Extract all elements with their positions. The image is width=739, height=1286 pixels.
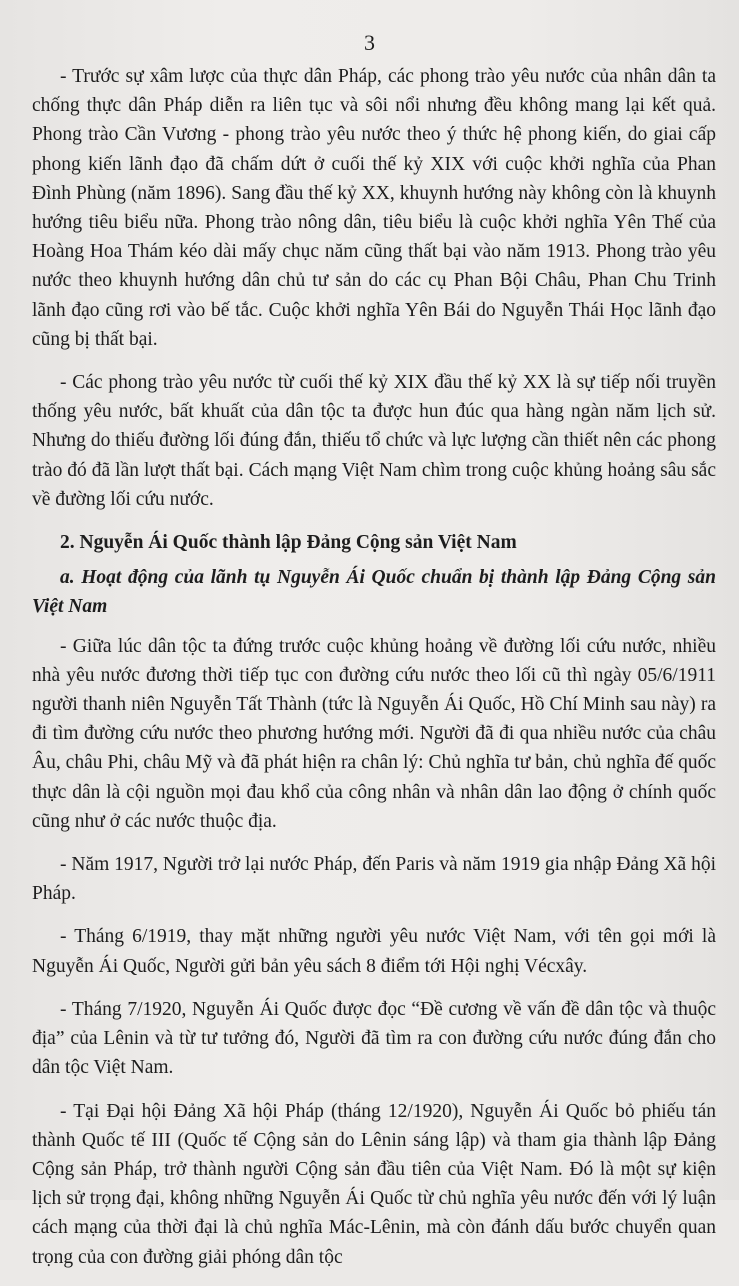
paragraph: - Năm 1917, Người trở lại nước Pháp, đến Paris và năm 1919 gia nhập Đảng Xã hội Pháp.	[32, 854, 716, 905]
section-heading: 2. Nguyễn Ái Quốc thành lập Đảng Cộng sản Việt Nam	[60, 532, 517, 554]
page-content	[32, 62, 716, 1286]
paragraph: - Tháng 7/1920, Nguyễn Ái Quốc được đọc “Đề cương về vấn đề dân tộc và thuộc địa” của Lênin và từ tư tưởng đó, Người đã tìm ra con đường cứu nước đúng đắn cho dân tộc Việt Nam.	[32, 998, 716, 1079]
paragraph: - Giữa lúc dân tộc ta đứng trước cuộc khủng hoảng về đường lối cứu nước, nhiều nhà yêu nước đương thời tiếp tục con đường cứu nước theo lối cũ thì ngày 05/6/1911 người thanh niên Nguyễn Tất Thành (tức là Nguyễn Ái Quốc, Hồ Chí Minh sau này) ra đi tìm đường cứu nước theo phương hướng mới. Người đã đi qua nhiều nước của châu Âu, châu Phi, châu Mỹ và đã phát hiện ra chân lý: Chủ nghĩa tư bản, chủ nghĩa đế quốc thực dân là cội nguồn mọi đau khổ của công nhân và nhân dân lao động ở chính quốc cũng như ở các nước thuộc địa.	[32, 635, 716, 832]
paragraph: - Các phong trào yêu nước từ cuối thế kỷ XIX đầu thế kỷ XX là sự tiếp nối truyền thống yêu nước, bất khuất của dân tộc ta được hun đúc qua hàng ngàn năm lịch sử. Nhưng do thiếu đường lối đúng đắn, thiếu tổ chức và lực lượng cần thiết nên các phong trào đó đã lần lượt thất bại. Cách mạng Việt Nam chìm trong cuộc khủng hoảng sâu sắc về đường lối cứu nước.	[32, 372, 716, 510]
paragraph: - Tháng 6/1919, thay mặt những người yêu nước Việt Nam, với tên gọi mới là Nguyễn Ái Quốc, Người gửi bản yêu sách 8 điểm tới Hội nghị Vécxây.	[32, 926, 716, 977]
page-number: 3	[364, 30, 375, 55]
paragraph: - Trước sự xâm lược của thực dân Pháp, các phong trào yêu nước của nhân dân ta chống thực dân Pháp diễn ra liên tục và sôi nổi nhưng đều không mang lại kết quả. Phong trào Cần Vương - phong trào yêu nước theo ý thức hệ phong kiến, do giai cấp phong kiến lãnh đạo đã chấm dứt ở cuối thế kỷ XIX với cuộc khởi nghĩa của Phan Đình Phùng (năm 1896). Sang đầu thế kỷ XX, khuynh hướng này không còn là khuynh hướng tiêu biểu nữa. Phong trào nông dân, tiêu biểu là cuộc khởi nghĩa Yên Thế của Hoàng Hoa Thám kéo dài mấy chục năm cũng thất bại vào năm 1913. Phong trào yêu nước theo khuynh hướng dân chủ tư sản do các cụ Phan Bội Châu, Phan Chu Trinh lãnh đạo cũng rơi vào bế tắc. Cuộc khởi nghĩa Yên Bái do Nguyễn Thái Học lãnh đạo cũng bị thất bại.	[32, 66, 716, 350]
paragraph: - Tại Đại hội Đảng Xã hội Pháp (tháng 12/1920), Nguyễn Ái Quốc bỏ phiếu tán thành Quốc tế III (Quốc tế Cộng sản do Lênin sáng lập) và tham gia thành lập Đảng Cộng sản Pháp, trở thành người Cộng sản đầu tiên của Việt Nam. Đó là một sự kiện lịch sử trọng đại, không những Nguyễn Ái Quốc từ chủ nghĩa yêu nước đến với lý luận cách mạng của thời đại là chủ nghĩa Mác-Lênin, mà còn đánh dấu bước chuyển quan trọng của con đường giải phóng dân tộc	[32, 1100, 716, 1268]
subsection-heading: a. Hoạt động của lãnh tụ Nguyễn Ái Quốc chuẩn bị thành lập Đảng Cộng sản Việt Nam	[32, 567, 716, 618]
